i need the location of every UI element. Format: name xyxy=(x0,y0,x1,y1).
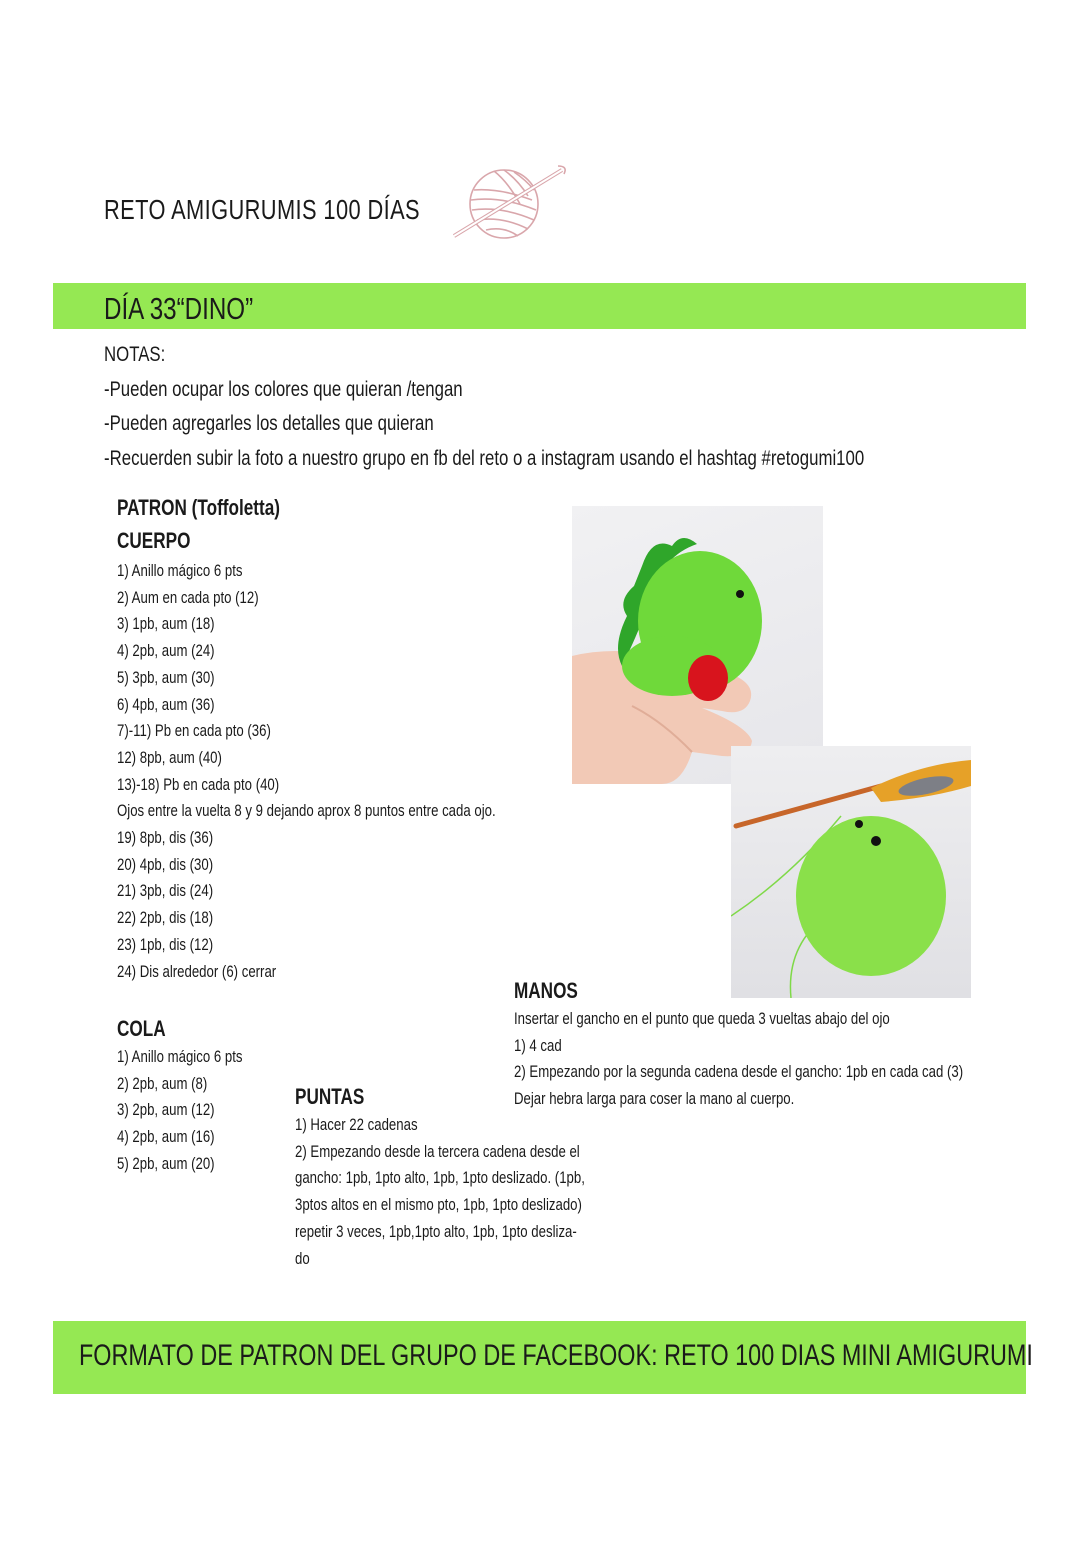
note-item: -Pueden ocupar los colores que quieran /tengan xyxy=(104,377,463,401)
note-item: -Recuerden subir la foto a nuestro grupo en fb del reto o a instagram usando el hashtag #retogumi100 xyxy=(104,446,865,470)
cola-steps xyxy=(117,1044,274,1178)
puntas-heading: PUNTAS xyxy=(295,1084,365,1109)
day-title: DÍA 33“DINO” xyxy=(104,291,254,326)
pattern-step: 1) Anillo mágico 6 pts xyxy=(117,1048,243,1066)
pattern-step: 5) 3pb, aum (30) xyxy=(117,668,215,687)
pattern-step: 4) 2pb, aum (24) xyxy=(117,642,215,661)
pattern-step: Dejar hebra larga para coser la mano al cuerpo. xyxy=(514,1090,795,1109)
pattern-step: 5) 2pb, aum (20) xyxy=(117,1154,215,1173)
pattern-title: PATRON (Toffoletta) xyxy=(117,495,280,520)
pattern-step: Insertar el gancho en el punto que queda 3 vueltas abajo del ojo xyxy=(514,1010,890,1028)
pattern-step: 2) 2pb, aum (8) xyxy=(117,1074,208,1093)
pattern-step: 4) 2pb, aum (16) xyxy=(117,1128,215,1147)
pattern-step: do xyxy=(295,1249,310,1268)
pattern-step: 2) Empezando por la segunda cadena desde el gancho: 1pb en cada cad (3) xyxy=(514,1063,964,1082)
pattern-step: repetir 3 veces, 1pb,1pto alto, 1pb, 1pto desliza- xyxy=(295,1222,577,1241)
pattern-step: 2) Empezando desde la tercera cadena desde el xyxy=(295,1142,580,1161)
pattern-step: 12) 8pb, aum (40) xyxy=(117,748,222,767)
notes-heading: NOTAS: xyxy=(104,343,166,366)
cuerpo-heading: CUERPO xyxy=(117,528,191,553)
pattern-step: 19) 8pb, dis (36) xyxy=(117,829,214,848)
pattern-step: 1) 4 cad xyxy=(514,1036,562,1055)
dino-in-hand-photo xyxy=(572,506,823,784)
pattern-step: 20) 4pb, dis (30) xyxy=(117,855,214,874)
pattern-step: 3) 2pb, aum (12) xyxy=(117,1101,215,1120)
pattern-step: 6) 4pb, aum (36) xyxy=(117,695,215,714)
pattern-step: 23) 1pb, dis (12) xyxy=(117,935,214,954)
manos-steps xyxy=(514,1006,1075,1113)
pattern-step: 7)-11) Pb en cada pto (36) xyxy=(117,722,271,741)
pattern-step: 24) Dis alrededor (6) cerrar xyxy=(117,962,277,981)
footer-banner-text: FORMATO DE PATRON DEL GRUPO DE FACEBOOK: RETO 100 DIAS MINI AMIGURUMI xyxy=(79,1339,1033,1372)
cuerpo-steps xyxy=(117,558,590,985)
pattern-step: 3) 1pb, aum (18) xyxy=(117,615,215,634)
pattern-note: Ojos entre la vuelta 8 y 9 dejando aprox 8 puntos entre cada ojo. xyxy=(117,802,496,821)
pattern-step: 2) Aum en cada pto (12) xyxy=(117,588,259,607)
day-banner xyxy=(53,283,1026,329)
document-title: RETO AMIGURUMIS 100 DÍAS xyxy=(104,194,421,225)
pattern-step: 1) Hacer 22 cadenas xyxy=(295,1116,418,1134)
pattern-step: 13)-18) Pb en cada pto (40) xyxy=(117,775,280,794)
puntas-steps xyxy=(295,1112,657,1272)
notes-section xyxy=(104,338,1054,476)
manos-heading: MANOS xyxy=(514,978,578,1003)
pattern-step: gancho: 1pb, 1pto alto, 1pb, 1pto deslizado. (1pb, xyxy=(295,1169,585,1188)
yarn-ball-crochet-hook-icon xyxy=(450,160,572,242)
pattern-step: 3ptos altos en el mismo pto, 1pb, 1pto deslizado) xyxy=(295,1196,582,1215)
pattern-step: 1) Anillo mágico 6 pts xyxy=(117,562,243,580)
cola-heading: COLA xyxy=(117,1016,166,1041)
note-item: -Pueden agregarles los detalles que quieran xyxy=(104,412,434,435)
dino-with-hook-photo xyxy=(731,746,971,998)
footer-banner xyxy=(53,1321,1033,1394)
pattern-step: 22) 2pb, dis (18) xyxy=(117,909,214,928)
pattern-step: 21) 3pb, dis (24) xyxy=(117,882,214,901)
